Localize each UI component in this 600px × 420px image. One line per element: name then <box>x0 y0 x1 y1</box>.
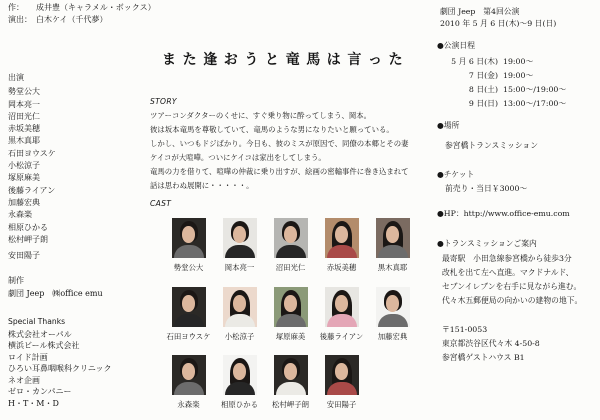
performer-name: 相原ひかる <box>8 222 48 232</box>
cast-photo <box>376 287 410 327</box>
cast-photo <box>223 355 257 395</box>
access-heading: ●トランスミッションご案内 <box>437 239 537 248</box>
performer-name: 岡本亮一 <box>8 99 40 109</box>
homepage-label: ●HP： <box>437 209 464 218</box>
cast-name: 相原ひかる <box>221 400 258 409</box>
schedule-row <box>446 55 566 69</box>
cast-member <box>214 355 265 410</box>
thanks-item: ネオ企画 <box>8 375 40 385</box>
cast-name: 後藤ライアン <box>319 332 364 341</box>
special-thanks-list <box>8 329 112 410</box>
schedule-times: 19:00〜 <box>503 71 534 80</box>
special-thanks-heading: Special Thanks <box>8 317 66 326</box>
performer-name: 加藤宏典 <box>8 197 40 207</box>
cast-member <box>316 218 367 273</box>
story-line: しかし、いつもドジばかり。今日も、彼のミスが原因で、同僚の本郷とその妻 <box>150 139 409 148</box>
cast-name: 松村岬子朗 <box>272 400 309 409</box>
performer-name: 小松涼子 <box>8 161 40 171</box>
cast-name: 赤坂美穂 <box>326 263 357 272</box>
cast-name: 永森楽 <box>177 400 200 409</box>
homepage-line <box>437 207 570 221</box>
cast-photo <box>172 287 206 327</box>
venue-heading: ●場所 <box>437 121 460 130</box>
cast-member <box>316 355 367 410</box>
cast-photo <box>376 218 410 258</box>
cast-heading: CAST <box>150 199 172 208</box>
play-title: また逢おうと竜馬は言った <box>162 52 410 68</box>
thanks-item: ひろい耳鼻咽喉科クリニック <box>8 364 112 373</box>
thanks-item: ロイド計画 <box>8 352 48 362</box>
story-line: 竜馬の力を借りて、喧嘩の仲裁に乗り出すが、絵画の密輸事件に巻き込まれて <box>150 167 409 176</box>
cast-photo <box>274 218 308 258</box>
schedule-row <box>446 97 566 111</box>
access-line: セブンイレブンを右手に見ながら進む。 <box>442 282 582 291</box>
schedule-times: 15:00〜/19:00〜 <box>503 85 567 94</box>
troupe-line: 劇団 Jeep 第4回公演 <box>440 7 520 16</box>
venue-name: 参宮橋トランスミッション <box>445 141 539 150</box>
cast-member <box>163 218 214 273</box>
performer-name: 赤坂美穂 <box>8 124 40 134</box>
credits <box>8 2 156 27</box>
director-label: 演出： <box>8 15 32 25</box>
access-line: 最寄駅 小田急線参宮橋から徒歩3分 <box>442 254 572 263</box>
cast-member <box>265 287 316 342</box>
performer-name: 石田ヨウスケ <box>8 148 56 158</box>
cast-member <box>265 355 316 410</box>
director-name: 白木ケイ（千代夢） <box>36 15 108 25</box>
postal-code: 〒151-0053 <box>442 325 488 334</box>
cast-member <box>214 287 265 342</box>
author-label: 作： <box>8 3 24 12</box>
production-text: 劇団 Jeep ㈱office emu <box>8 288 103 298</box>
access-directions <box>442 252 582 308</box>
story-line: ツアーコンダクターのくせに、すぐ乗り物に酔ってしまう、岡本。 <box>150 111 372 120</box>
schedule-day: 5 月 6 日(木) <box>451 57 498 66</box>
performer-name: 後藤ライアン <box>8 185 56 195</box>
cast-name: 安田陽子 <box>326 400 357 409</box>
access-line: 改札を出て左へ直進。マクドナルド、 <box>442 268 574 277</box>
performers-heading: 出演 <box>8 73 24 82</box>
cast-photo <box>223 218 257 258</box>
cast-photo <box>172 355 206 395</box>
cast-name: 勢堂公大 <box>173 263 204 272</box>
schedule-day: 8 日(土) <box>468 85 498 94</box>
cast-name: 岡本亮一 <box>224 263 255 272</box>
cast-member <box>367 218 418 273</box>
cast-member <box>163 355 214 410</box>
cast-row <box>163 287 418 342</box>
performers-list <box>8 86 56 246</box>
address-block <box>442 323 540 365</box>
production-heading: 制作 <box>8 276 24 285</box>
story-line: 彼は坂本竜馬を尊敬していて、竜馬のような男になりたいと願っている。 <box>150 125 394 134</box>
author-line <box>8 2 156 14</box>
cast-photo <box>274 355 308 395</box>
performer-name: 松村岬子朗 <box>8 234 48 244</box>
special-thanks-section <box>8 316 112 409</box>
cast-photo <box>325 287 359 327</box>
cast-name: 小松涼子 <box>224 332 255 341</box>
ticket-heading: ●チケット <box>437 170 475 179</box>
thanks-item: ゼロ・カンパニー <box>8 387 72 396</box>
homepage-url: http://www.office-emu.com <box>463 209 570 218</box>
address-line: 東京都渋谷区代々木 4-50-8 <box>442 339 540 348</box>
author-name: 成井豊（キャラメル・ボックス） <box>36 3 156 12</box>
story-text <box>150 109 409 193</box>
cast-name: 塚原麻美 <box>275 332 306 341</box>
cast-photo <box>223 287 257 327</box>
cast-photo <box>325 218 359 258</box>
address-line: 参宮橋ゲストハウス B1 <box>442 353 525 362</box>
schedule-row <box>446 83 566 97</box>
performer-name: 沼田光仁 <box>8 111 40 121</box>
cast-member <box>265 218 316 273</box>
performer-name: 勢堂公大 <box>8 87 40 97</box>
cast-name: 石田ヨウスケ <box>166 332 211 341</box>
thanks-item: 横浜ビール株式会社 <box>8 341 80 350</box>
story-heading: STORY <box>150 97 177 106</box>
performer-name-last: 安田陽子 <box>8 250 40 260</box>
cast-photo <box>172 218 206 258</box>
cast-member <box>214 218 265 273</box>
cast-name: 加藤宏典 <box>377 332 408 341</box>
story-line: 話は思わぬ展開に・・・・・。 <box>150 181 254 190</box>
cast-member <box>367 287 418 342</box>
schedule-table <box>446 55 566 111</box>
performer-name: 塚原麻美 <box>8 173 40 183</box>
cast-row <box>163 355 418 410</box>
schedule-day: 7 日(金) <box>468 71 498 80</box>
cast-member <box>316 287 367 342</box>
cast-name: 沼田光仁 <box>275 263 306 272</box>
schedule-times: 13:00〜/17:00〜 <box>503 99 567 108</box>
schedule-day: 9 日(日) <box>468 99 498 108</box>
cast-member <box>163 287 214 342</box>
thanks-item: 株式会社オーパル <box>8 329 72 339</box>
performer-name: 黒木真耶 <box>8 136 40 146</box>
cast-row <box>163 218 418 273</box>
access-line: 代々木五郵便局の向かいの建物の地下。 <box>442 296 583 305</box>
schedule-heading: ●公演日程 <box>437 41 475 50</box>
cast-name: 黒木真耶 <box>377 263 408 272</box>
thanks-item: H・T・M・D <box>8 398 59 408</box>
director-line <box>8 14 156 26</box>
cast-photo <box>274 287 308 327</box>
performers-section <box>8 72 56 262</box>
production-section <box>8 275 103 300</box>
cast-photo <box>325 355 359 395</box>
performance-dates: 2010 年 5 月 6 日(木)〜9 日(日) <box>440 19 557 28</box>
performer-name: 永森楽 <box>8 210 32 220</box>
performance-header <box>440 5 556 31</box>
ticket-price: 前売り・当日￥3000〜 <box>445 184 528 193</box>
schedule-times: 19:00〜 <box>503 57 534 66</box>
schedule-row <box>446 69 566 83</box>
story-line: ケイコが大喧嘩。ついにケイコは家出をしてしまう。 <box>150 153 326 162</box>
